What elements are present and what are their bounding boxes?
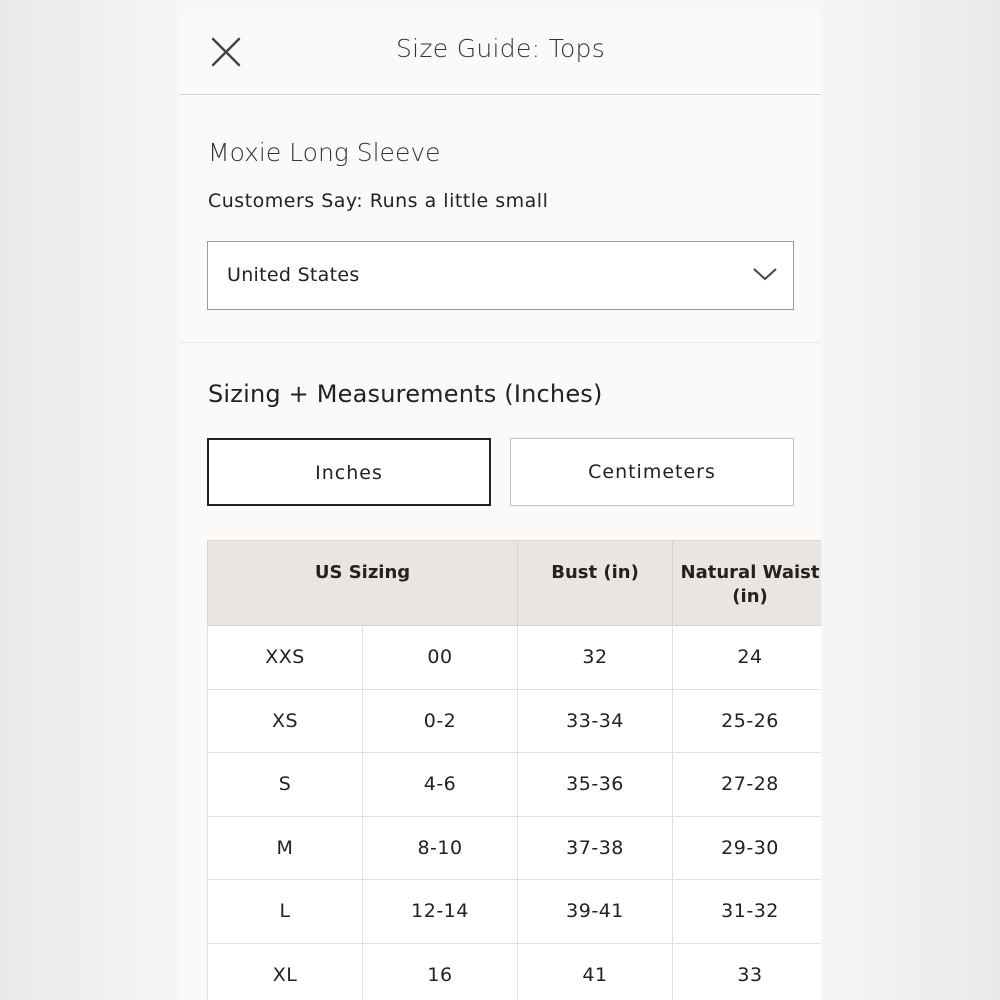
size-label: XS xyxy=(208,689,363,753)
bust-value: 33-34 xyxy=(518,689,673,753)
bust-value: 35-36 xyxy=(518,753,673,817)
waist-value: 33 xyxy=(673,943,821,1000)
header-us-sizing: US Sizing xyxy=(208,541,518,626)
size-label: XL xyxy=(208,943,363,1000)
table-row xyxy=(208,626,822,690)
waist-value: 27-28 xyxy=(673,753,821,817)
header-natural-waist: Natural Waist (in) xyxy=(673,541,821,626)
header-bust: Bust (in) xyxy=(518,541,673,626)
bust-value: 41 xyxy=(518,943,673,1000)
inches-toggle-button[interactable]: Inches xyxy=(207,438,491,506)
bust-value: 32 xyxy=(518,626,673,690)
us-size-number: 12-14 xyxy=(363,880,518,944)
table-row xyxy=(208,816,822,880)
us-size-number: 4-6 xyxy=(363,753,518,817)
centimeters-toggle-button[interactable]: Centimeters xyxy=(510,438,794,506)
us-size-number: 16 xyxy=(363,943,518,1000)
modal-title: Size Guide: Tops xyxy=(395,34,606,63)
table-row xyxy=(208,880,822,944)
size-label: L xyxy=(208,880,363,944)
us-size-number: 8-10 xyxy=(363,816,518,880)
table-row xyxy=(208,943,822,1000)
size-label: XXS xyxy=(208,626,363,690)
waist-value: 31-32 xyxy=(673,880,821,944)
country-select[interactable] xyxy=(207,241,794,310)
table-row xyxy=(208,689,822,753)
size-guide-modal xyxy=(180,8,821,1000)
bust-value: 39-41 xyxy=(518,880,673,944)
us-size-number: 00 xyxy=(363,626,518,690)
product-name: Moxie Long Sleeve xyxy=(208,138,441,167)
bust-value: 37-38 xyxy=(518,816,673,880)
fit-feedback: Customers Say: Runs a little small xyxy=(208,190,549,212)
us-size-number: 0-2 xyxy=(363,689,518,753)
modal-header xyxy=(180,8,821,95)
product-section xyxy=(180,96,821,343)
table-row xyxy=(208,753,822,817)
size-label: M xyxy=(208,816,363,880)
chevron-down-icon xyxy=(751,264,779,284)
country-select-value: United States xyxy=(227,264,360,286)
waist-value: 25-26 xyxy=(673,689,821,753)
measurements-title: Sizing + Measurements (Inches) xyxy=(208,380,603,408)
table-header-row xyxy=(208,541,822,626)
waist-value: 29-30 xyxy=(673,816,821,880)
size-table xyxy=(207,540,821,1000)
size-label: S xyxy=(208,753,363,817)
waist-value: 24 xyxy=(673,626,821,690)
